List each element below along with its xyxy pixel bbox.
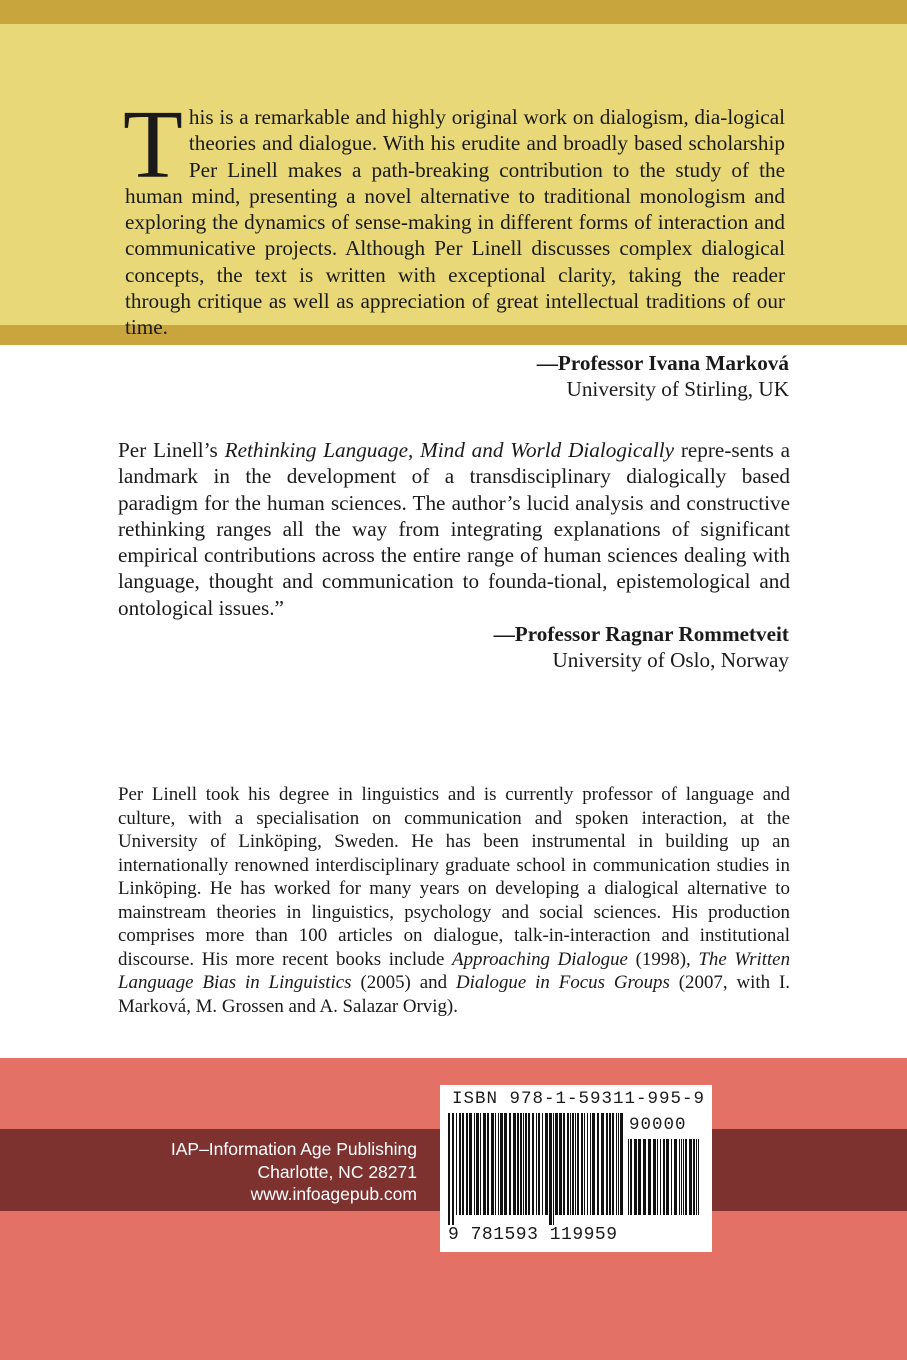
attribution-2-affiliation: University of Oslo, Norway xyxy=(552,648,789,672)
barcode-bar xyxy=(504,1113,507,1215)
barcode-bar xyxy=(480,1113,481,1215)
barcode-bar xyxy=(572,1113,574,1215)
barcode-bar xyxy=(474,1113,475,1215)
publisher-info xyxy=(171,1138,417,1206)
bio-text-3: (2005) and xyxy=(351,972,456,993)
barcode-bar xyxy=(553,1113,554,1225)
barcode-bar xyxy=(638,1139,641,1215)
barcode-bar xyxy=(495,1113,496,1215)
addon-digits: 90000 xyxy=(629,1115,687,1135)
barcode-bar xyxy=(648,1139,651,1215)
barcode-bar xyxy=(469,1113,472,1215)
attribution-1 xyxy=(537,350,789,402)
barcode-bar xyxy=(679,1139,680,1215)
bio-text-4: (2007, with I. Marková, M. Grossen and A. Salazar Orvig). xyxy=(118,972,790,1017)
barcode-bar xyxy=(696,1139,697,1215)
barcode-bar xyxy=(459,1113,461,1215)
publisher-website: www.infoagepub.com xyxy=(250,1184,417,1204)
barcode-bar xyxy=(590,1113,591,1215)
barcode-bar xyxy=(628,1139,629,1215)
barcode-bar xyxy=(609,1113,611,1215)
barcode-bar xyxy=(592,1113,595,1215)
barcode-bar xyxy=(618,1113,619,1215)
ean-digits: 9 781593 119959 xyxy=(448,1225,618,1245)
barcode-bar xyxy=(570,1113,571,1215)
barcode-bar xyxy=(630,1139,632,1215)
bio-book-2: The Written Language Bias in Linguistics xyxy=(118,948,791,993)
barcode-bar xyxy=(549,1113,552,1225)
barcode-bar xyxy=(491,1113,494,1215)
quote-1-text: his is a remarkable and highly original work on dialogism, dia-logical theories and dialogue. With his erudite and broadly based scholarship Per Linell makes a path-breaking contribution to the study of the human mind, presenting a novel alternative to traditional monologism and exploring the dynamics of sense-making in different forms of interaction and communicative projects. Although Per Linell discusses complex dialogical concepts, the text is written with exceptional clarity, taking the reader through critique as well as appreciation of great intellectual traditions of our time. xyxy=(125,105,785,340)
ean-barcode-bars xyxy=(448,1113,624,1225)
barcode-bar xyxy=(448,1113,450,1225)
author-bio xyxy=(118,783,790,1018)
barcode-bar xyxy=(620,1113,623,1215)
barcode-bar xyxy=(542,1113,543,1215)
attribution-2-name: —Professor Ragnar Rommetveit xyxy=(493,622,789,646)
barcode-bar xyxy=(575,1113,576,1215)
endorsement-quote-2 xyxy=(118,437,790,621)
barcode-bar xyxy=(597,1113,599,1215)
barcode-bar xyxy=(487,1113,489,1215)
barcode-bar xyxy=(523,1113,524,1215)
attribution-2 xyxy=(494,621,789,673)
barcode-bar xyxy=(520,1113,522,1215)
barcode-bar xyxy=(671,1139,672,1215)
isbn-label: ISBN 978-1-59311-995-9 xyxy=(452,1089,706,1109)
barcode-bar xyxy=(476,1113,479,1215)
bio-text-1: Per Linell took his degree in linguistics and is currently professor of language and culture, with a specialisation on communication and spoken interaction, at the University of Linköping, Sweden. He has been instrumental in building up an internationally renowned interdisciplinary graduate school in communication studies in Linköping. He has worked for many years on developing a dialogical alternative to mainstream theories in linguistics, psychology and social sciences. His production comprises more than 100 articles on dialogue, talk-in-interaction and institutional discourse. His more recent books include xyxy=(118,784,790,970)
attribution-1-name: —Professor Ivana Marková xyxy=(536,351,789,375)
barcode-bar xyxy=(674,1139,677,1215)
barcode-bar xyxy=(500,1113,503,1215)
barcode-bar xyxy=(683,1139,684,1215)
barcode-bar xyxy=(581,1113,583,1215)
quote-2-book-title: Rethinking Language, Mind and World Dialogically xyxy=(224,438,674,462)
barcode-bar xyxy=(681,1139,682,1215)
barcode-bar xyxy=(462,1113,464,1215)
barcode-bar xyxy=(528,1113,530,1215)
barcode-bar xyxy=(698,1139,699,1215)
publisher-address: Charlotte, NC 28271 xyxy=(257,1161,417,1182)
barcode-bar xyxy=(525,1113,527,1215)
bio-book-1: Approaching Dialogue xyxy=(452,948,628,970)
barcode-bar xyxy=(538,1113,540,1215)
barcode-bar xyxy=(612,1113,614,1215)
barcode-bar xyxy=(660,1139,661,1215)
barcode-bar xyxy=(606,1113,608,1215)
drop-cap: T xyxy=(123,91,183,199)
barcode-bar xyxy=(517,1113,519,1215)
bio-text-2: (1998), xyxy=(627,948,699,970)
barcode-bar xyxy=(693,1139,695,1215)
barcode-bar xyxy=(563,1113,565,1215)
barcode-box xyxy=(440,1085,712,1252)
endorsement-quote-1 xyxy=(123,91,785,341)
barcode-bar xyxy=(456,1113,457,1215)
barcode-bar xyxy=(545,1113,548,1215)
barcode-bar xyxy=(643,1139,646,1215)
barcode-bar xyxy=(689,1139,692,1215)
barcode-bar xyxy=(634,1139,637,1215)
barcode-bar xyxy=(663,1139,665,1215)
barcode-bar xyxy=(657,1139,658,1215)
barcode-bar xyxy=(559,1113,562,1215)
barcode-bar xyxy=(685,1139,687,1215)
barcode-bar xyxy=(509,1113,511,1215)
barcode-bar xyxy=(567,1113,569,1215)
barcode-bar xyxy=(498,1113,499,1215)
barcode-bar xyxy=(555,1113,558,1215)
bio-book-3: Dialogue in Focus Groups xyxy=(455,972,670,993)
barcode-bar xyxy=(666,1139,669,1215)
barcode-bar xyxy=(452,1113,454,1225)
barcode-bar xyxy=(577,1113,579,1215)
barcode-bar xyxy=(466,1113,468,1215)
addon-barcode-bars xyxy=(628,1139,702,1225)
barcode-bar xyxy=(536,1113,537,1215)
barcode-bar xyxy=(653,1139,656,1215)
barcode-bar xyxy=(616,1113,617,1215)
publisher-name: IAP–Information Age Publishing xyxy=(170,1139,417,1159)
barcode-bar xyxy=(584,1113,585,1215)
barcode-bar xyxy=(513,1113,516,1215)
quote-2-lead: Per Linell’s xyxy=(118,438,225,462)
barcode-bar xyxy=(532,1113,534,1215)
barcode-bar xyxy=(601,1113,604,1215)
barcode-bar xyxy=(483,1113,486,1215)
attribution-1-affiliation: University of Stirling, UK xyxy=(566,377,789,401)
quote-2-text: repre-sents a landmark in the development of a transdisciplinary dialogically based paradigm for the human sciences. The author’s lucid analysis and constructive rethinking ranges all the way from integrating explanations of significant empirical contributions across the entire range of human sciences dealing with language, thought and communication to founda-tional, epistemological and ontological issues.” xyxy=(118,438,790,620)
top-color-strip xyxy=(0,0,907,24)
barcode-bar xyxy=(587,1113,588,1215)
